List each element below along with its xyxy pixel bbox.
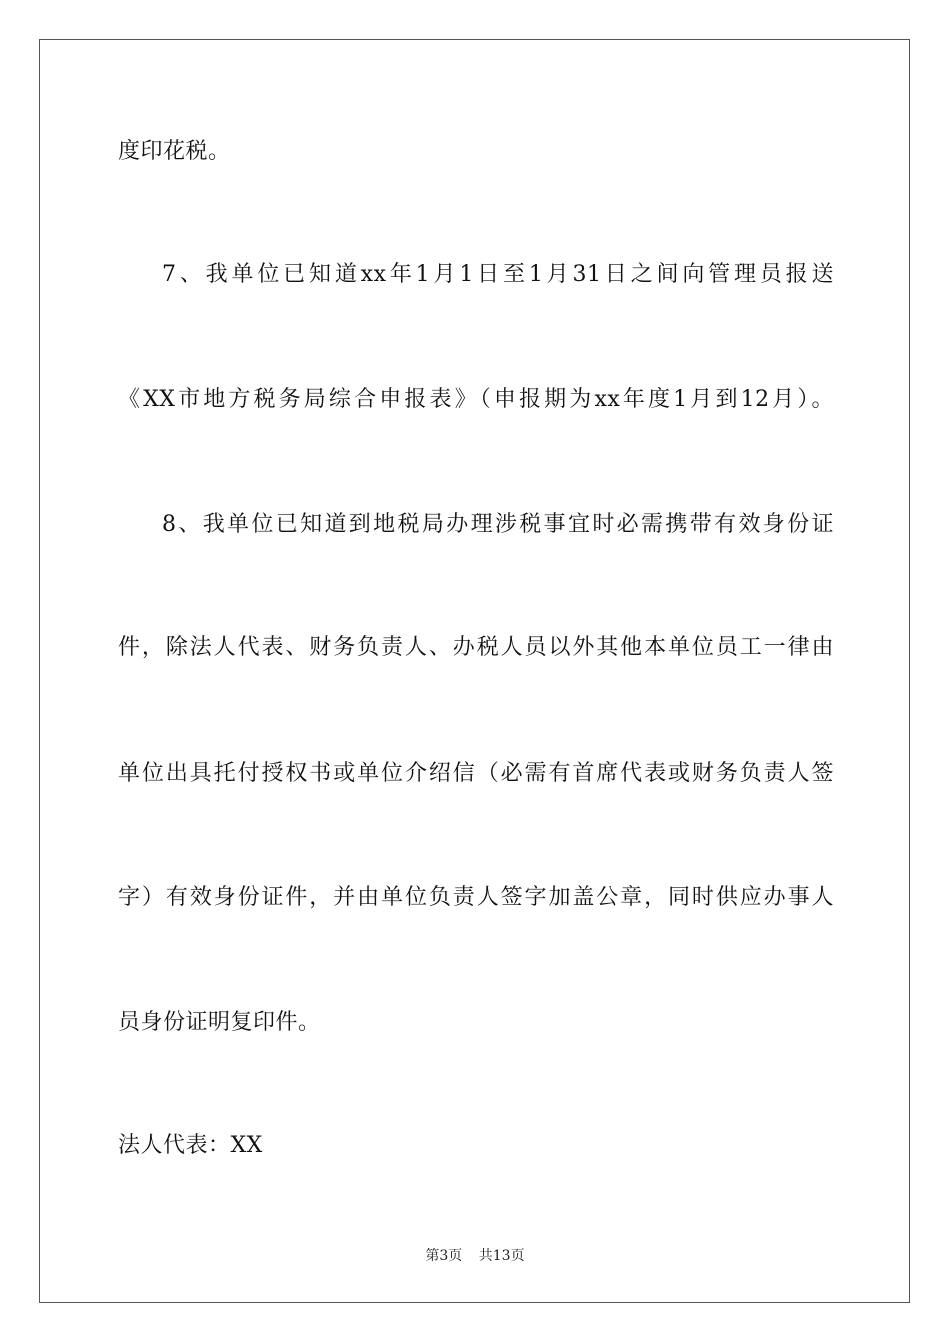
- text-line-2: 7、我单位已知道xx年1月1日至1月31日之间向管理员报送: [162, 262, 834, 287]
- text-line-3: 《XX市地方税务局综合申报表》（申报期为xx年度1月到12月）。: [118, 387, 834, 412]
- signature-line: 法人代表：XX: [118, 1133, 263, 1158]
- page-current: 第3页: [425, 1248, 463, 1264]
- text-line-6: 单位出具托付授权书或单位介绍信（必需有首席代表或财务负责人签: [118, 761, 834, 786]
- text-line-4: 8、我单位已知道到地税局办理涉税事宜时必需携带有效身份证: [162, 512, 834, 537]
- text-line-8: 员身份证明复印件。: [118, 1010, 321, 1035]
- page-total: 共13页: [478, 1248, 525, 1264]
- text-line-7: 字）有效身份证件，并由单位负责人签字加盖公章，同时供应办事人: [118, 885, 834, 910]
- page-frame: [39, 39, 910, 1303]
- text-line-5: 件，除法人代表、财务负责人、办税人员以外其他本单位员工一律由: [118, 635, 834, 660]
- page-footer: [0, 1246, 950, 1266]
- text-line-1: 度印花税。: [118, 139, 231, 164]
